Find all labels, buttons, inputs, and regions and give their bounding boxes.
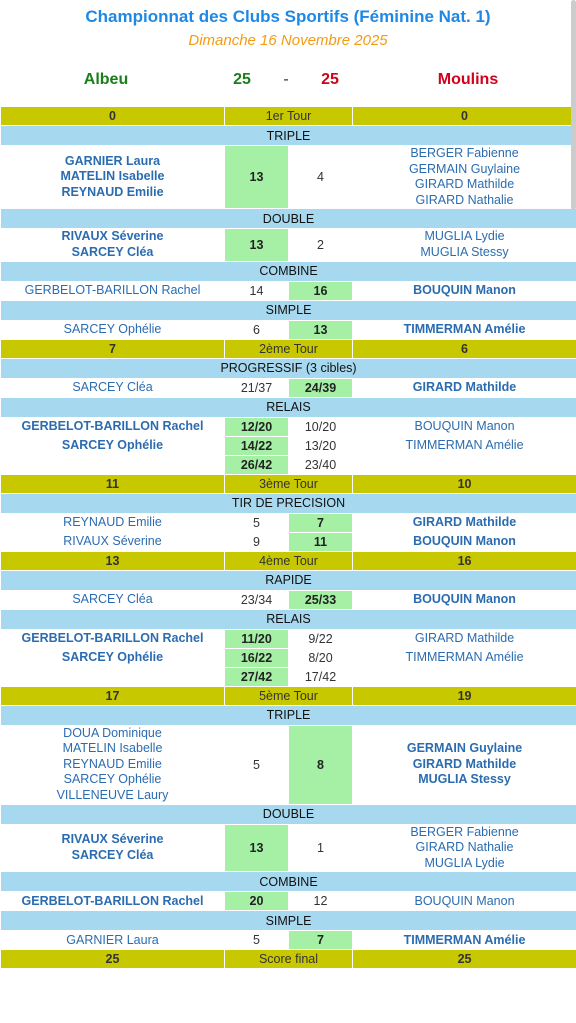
home-player-name[interactable]: GERBELOT-BARILLON Rachel [24,282,201,297]
category-header [1,126,576,146]
category-header [1,493,576,513]
away-player-name[interactable]: BOUQUIN Manon [413,533,516,548]
away-player-name[interactable]: MUGLIA Stessy [418,772,511,787]
away-score: 4 [289,146,353,209]
away-score: 13/20 [289,436,353,455]
home-players [1,281,225,300]
home-team-score: 25 [233,71,251,88]
category-label: DOUBLE [1,209,576,229]
home-score: 21/37 [225,378,289,397]
match-row [1,532,576,551]
home-players [1,824,225,872]
away-player-name[interactable]: BERGER Fabienne [410,824,519,839]
round-label: 2ème Tour [225,339,353,358]
home-score: 13 [225,146,289,209]
home-round-points: 17 [1,686,225,705]
away-players [353,532,576,551]
category-header [1,261,576,281]
round-row [1,107,576,126]
category-label: TRIPLE [1,126,576,146]
category-label: SIMPLE [1,911,576,931]
match-date: Dimanche 16 Novembre 2025 [188,32,388,49]
category-label: RELAIS [1,397,576,417]
match-row [1,378,576,397]
category-label: RAPIDE [1,570,576,590]
home-players [1,725,225,804]
home-player-name[interactable]: GERBELOT-BARILLON Rachel [21,630,204,645]
round-label: 5ème Tour [225,686,353,705]
scrollbar[interactable] [571,0,576,210]
away-round-points: 0 [353,107,576,126]
away-player-name[interactable]: GIRARD Nathalie [415,192,514,207]
away-players [353,629,576,648]
away-round-points: 25 [353,950,576,969]
away-players [353,417,576,436]
away-players [353,725,576,804]
home-player-name[interactable]: RIVAUX Séverine [61,229,164,244]
match-row [1,455,576,474]
home-player-name[interactable]: DOUA Dominique [63,725,162,740]
category-header [1,804,576,824]
away-round-points: 16 [353,551,576,570]
home-players [1,513,225,532]
category-header [1,570,576,590]
away-player-name[interactable]: TIMMERMAN Amélie [405,649,524,664]
round-row [1,339,576,358]
away-player-name[interactable]: GIRARD Mathilde [414,630,515,645]
match-row [1,229,576,261]
home-player-name[interactable]: GERBELOT-BARILLON Rachel [21,893,204,908]
home-player-name[interactable]: SARCEY Ophélie [61,649,164,664]
away-score: 16 [289,281,353,300]
away-score: 11 [289,532,353,551]
category-label: SIMPLE [1,300,576,320]
home-score: 5 [225,725,289,804]
home-round-points: 0 [1,107,225,126]
home-player-name[interactable]: SARCEY Cléa [71,244,154,259]
category-header [1,872,576,892]
home-score: 23/34 [225,590,289,609]
away-player-name[interactable]: TIMMERMAN Amélie [405,437,524,452]
home-player-name[interactable]: SARCEY Ophélie [63,321,162,336]
away-round-points: 19 [353,686,576,705]
category-label: COMBINE [1,261,576,281]
home-players [1,532,225,551]
home-round-points: 25 [1,950,225,969]
away-player-name[interactable]: GIRARD Mathilde [414,177,515,192]
home-players [1,892,225,911]
round-row [1,551,576,570]
away-players [353,146,576,209]
category-header [1,209,576,229]
away-player-name[interactable]: BERGER Fabienne [410,146,519,160]
away-player-name[interactable]: MUGLIA Lydie [424,229,505,244]
away-player-name[interactable]: GIRARD Mathilde [412,756,517,771]
match-row [1,931,576,950]
away-round-points: 6 [353,339,576,358]
home-player-name[interactable]: SARCEY Ophélie [61,437,164,452]
category-label: DOUBLE [1,804,576,824]
away-score: 25/33 [289,590,353,609]
home-player-name[interactable]: RIVAUX Séverine [63,533,162,548]
away-players [353,378,576,397]
away-player-name[interactable]: GERMAIN Guylaine [408,161,521,176]
home-players [1,229,225,261]
home-score: 14/22 [225,436,289,455]
home-player-name[interactable]: REYNAUD Emilie [63,756,162,771]
home-player-name[interactable]: RIVAUX Séverine [61,832,164,847]
home-round-points: 7 [1,339,225,358]
away-score: 1 [289,824,353,872]
away-score: 24/39 [289,378,353,397]
home-player-name[interactable]: REYNAUD Emilie [63,514,162,529]
away-players [353,281,576,300]
match-row [1,417,576,436]
away-player-name[interactable]: MUGLIA Stessy [420,244,509,259]
round-row [1,686,576,705]
category-header [1,397,576,417]
home-score: 5 [225,931,289,950]
away-players [353,320,576,339]
home-score: 27/42 [225,667,289,686]
home-players [1,436,225,455]
home-players [1,931,225,950]
match-row [1,590,576,609]
match-row [1,648,576,667]
round-label: 1er Tour [225,107,353,126]
away-players [353,824,576,872]
away-score: 13 [289,320,353,339]
home-player-name[interactable]: GARNIER Laura [66,932,159,947]
match-row [1,667,576,686]
away-player-name[interactable]: TIMMERMAN Amélie [403,321,526,336]
home-player-name[interactable]: SARCEY Cléa [72,379,153,394]
category-header [1,300,576,320]
away-players [353,455,576,474]
away-score: 8 [289,725,353,804]
match-row [1,513,576,532]
away-player-name[interactable]: BOUQUIN Manon [414,418,515,433]
round-row [1,474,576,493]
home-player-name[interactable]: MATELIN Isabelle [60,169,165,184]
home-player-name[interactable]: SARCEY Ophélie [63,772,162,787]
scoreboard [0,54,576,106]
home-player-name[interactable]: REYNAUD Emilie [61,184,164,199]
category-header [1,911,576,931]
category-label: RELAIS [1,609,576,629]
final-score-row [1,950,576,969]
category-label: COMBINE [1,872,576,892]
away-player-name[interactable]: MUGLIA Lydie [424,855,505,870]
away-player-name[interactable]: BOUQUIN Manon [413,282,516,297]
results-table [0,106,576,969]
away-score: 10/20 [289,417,353,436]
home-player-name[interactable]: SARCEY Cléa [71,847,154,862]
category-label: TIR DE PRECISION [1,493,576,513]
match-row [1,281,576,300]
home-player-name[interactable]: MATELIN Isabelle [62,741,163,756]
away-score: 8/20 [289,648,353,667]
match-row [1,629,576,648]
results-body [1,107,576,969]
category-header [1,705,576,725]
away-player-name[interactable]: GERMAIN Guylaine [406,741,523,756]
category-header [1,358,576,378]
round-label: 4ème Tour [225,551,353,570]
away-player-name[interactable]: GIRARD Nathalie [415,840,514,855]
page-title: Championnat des Clubs Sportifs (Féminine Nat. 1) [85,7,491,26]
home-score: 13 [225,824,289,872]
home-score: 6 [225,320,289,339]
away-score: 2 [289,229,353,261]
score-separator: - [283,71,289,88]
category-header [1,609,576,629]
away-score: 23/40 [289,455,353,474]
home-player-name[interactable]: SARCEY Cléa [72,591,153,606]
home-score: 5 [225,513,289,532]
match-row [1,146,576,209]
home-score: 13 [225,229,289,261]
away-score: 12 [289,892,353,911]
match-row [1,725,576,804]
away-players [353,892,576,911]
category-label: TRIPLE [1,705,576,725]
home-players [1,417,225,436]
match-row [1,824,576,872]
away-score: 7 [289,513,353,532]
home-score: 12/20 [225,417,289,436]
away-players [353,667,576,686]
away-team-name: Moulins [437,71,499,88]
home-players [1,320,225,339]
category-label: PROGRESSIF (3 cibles) [1,358,576,378]
away-team-score: 25 [321,71,339,88]
away-players [353,436,576,455]
home-player-name[interactable]: VILLENEUVE Laury [56,787,169,802]
home-team-name: Albeu [83,71,129,88]
home-score: 14 [225,281,289,300]
away-score: 17/42 [289,667,353,686]
away-score: 9/22 [289,629,353,648]
away-players [353,590,576,609]
home-players [1,590,225,609]
away-players [353,931,576,950]
home-player-name[interactable]: GARNIER Laura [64,153,161,168]
home-players [1,667,225,686]
away-score: 7 [289,931,353,950]
away-player-name[interactable]: TIMMERMAN Amélie [403,932,526,947]
away-player-name[interactable]: BOUQUIN Manon [413,591,516,606]
away-players [353,513,576,532]
away-players [353,648,576,667]
home-players [1,648,225,667]
away-player-name[interactable]: GIRARD Mathilde [412,379,517,394]
home-score: 16/22 [225,648,289,667]
home-players [1,455,225,474]
match-row [1,320,576,339]
match-row [1,892,576,911]
round-label: Score final [225,950,353,969]
home-player-name[interactable]: GERBELOT-BARILLON Rachel [21,418,204,433]
home-players [1,146,225,209]
home-round-points: 13 [1,551,225,570]
away-round-points: 10 [353,474,576,493]
away-players [353,229,576,261]
home-round-points: 11 [1,474,225,493]
home-players [1,629,225,648]
home-score: 20 [225,892,289,911]
home-players [1,378,225,397]
away-player-name[interactable]: GIRARD Mathilde [412,514,517,529]
home-score: 11/20 [225,629,289,648]
match-row [1,436,576,455]
page-header [0,0,576,106]
home-score: 26/42 [225,455,289,474]
round-label: 3ème Tour [225,474,353,493]
home-score: 9 [225,532,289,551]
away-player-name[interactable]: BOUQUIN Manon [414,893,515,908]
